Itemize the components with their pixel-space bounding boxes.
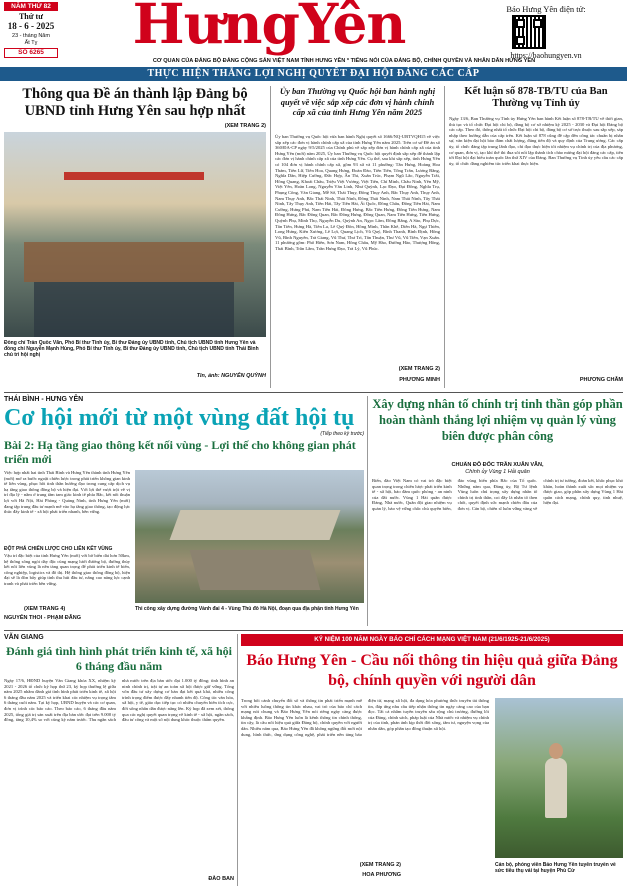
article-byline: ĐÀO BAN	[208, 876, 234, 882]
section-label: THÁI BÌNH - HƯNG YÊN	[4, 396, 84, 403]
reporter-photo	[495, 698, 623, 858]
article-title: Xây dựng nhân tố chính trị tinh thần góp phần hoàn thành thắng lợi nhiệm vụ quản lý vùng biên được phân công	[372, 397, 623, 443]
article-press-anniversary[interactable]	[241, 634, 623, 886]
see-page-ref[interactable]: (XEM TRANG 2)	[359, 862, 401, 868]
article-title: Thông qua Đề án thành lập Đảng bộ UBND tỉnh Hưng Yên sau hợp nhất	[22, 86, 248, 119]
qr-code[interactable]	[512, 15, 546, 49]
article-byline: NGUYỄN THOI - PHẠM ĐĂNG	[4, 615, 81, 621]
anniversary-text: KỶ NIỆM 100 NĂM NGÀY BÁO CHÍ CÁCH MẠNG VIỆT NAM (21/6/1925-21/6/2025)	[314, 636, 550, 643]
article-title: Ủy ban Thường vụ Quốc hội ban hành nghị quyết về việc sắp xếp các đơn vị hành chính cấp xã của tỉnh Hưng Yên năm 2025	[279, 86, 436, 117]
article-headline: Cơ hội mới từ một vùng đất hội tụ	[4, 405, 355, 431]
lunar-date-line1: 23 - tháng Năm	[12, 33, 50, 39]
banner-text: THỰC HIỆN THẮNG LỢI NGHỊ QUYẾT ĐẠI HỘI ĐẢNG CÁC CẤP	[147, 68, 480, 79]
article-subtitle: Bài 2: Hạ tầng giao thông kết nối vùng - Lợi thế cho không gian phát triển mới	[4, 438, 356, 466]
article-commune-restructuring[interactable]	[275, 86, 440, 388]
article-body: Ngày 13/6, Ban Thường vụ Tỉnh ủy Hưng Yên ban hành Kết luận số 878-TB/TU về thời gian, thủ tục và tổ chức Đại hội chi bộ, đảng bộ cơ sở nhiệm kỳ 2025 - 2030 và Đại hội Đảng bộ các cấp. Theo đó, thống nhất tổ chức Đại hội chi bộ, đảng bộ cơ sở trực thuộc sau sắp xếp, sáp nhập theo hướng dẫn của cấp trên. Kết luận số 878 cũng đề cập đến công tác chuẩn bị nhân sự, văn kiện đại hội bảo đảm chất lượng, đúng tiến độ và quy định của Trung ương. Các cấp ủy, tổ chức đảng tập trung lãnh đạo, chỉ đạo thực hiện tốt nhiệm vụ chính trị của địa phương, cơ quan, đơn vị, tạo khí thế thi đua sôi nổi lập thành tích chào mừng đại hội đảng các cấp, tiến tới Đại hội đại biểu toàn quốc lần thứ XIV của Đảng. Ban Thường vụ Tỉnh ủy yêu cầu các cấp ủy, tổ chức đảng nghiêm túc triển khai thực hiện.	[449, 116, 623, 166]
article-thai-binh-hung-yen[interactable]	[4, 396, 364, 626]
masthead	[0, 0, 627, 70]
article-naval-region-1[interactable]	[372, 396, 623, 626]
meeting-photo	[4, 132, 266, 337]
author-role: Chính ủy Vùng 1 Hải quân	[465, 469, 530, 475]
section-label: VĂN GIANG	[4, 634, 44, 641]
article-title: Đánh giá tình hình phát triển kinh tế, xã hội 6 tháng đầu năm	[5, 644, 233, 673]
article-ubnd-party-committee[interactable]	[4, 86, 266, 388]
article-byline: HOA PHƯƠNG	[362, 872, 401, 878]
photo-caption: Thi công xây dựng đường Vành đai 4 - Vùng Thủ đô Hà Nội, đoạn qua địa phận tỉnh Hưng Yên	[135, 606, 359, 612]
issue-year: NĂM THỨ 82	[4, 2, 58, 11]
article-body: Biển, đảo Việt Nam có vai trò đặc biệt quan trọng trong chiến lược phát triển kinh tế - xã hội, bảo đảm quốc phòng - an ninh của đất nước. Vùng 1 Hải quân được Đảng, Nhà nước, Quân đội giao nhiệm vụ quản lý, bảo vệ vững chắc chủ quyền biển, đảo vùng biển phía Bắc của Tổ quốc. Những năm qua, Đảng ủy, Bộ Tư lệnh Vùng luôn chú trọng xây dựng nhân tố chính trị tinh thần, coi đây là nhân tố then chốt, quyết định sức mạnh chiến đấu của đơn vị. Cán bộ, chiến sĩ luôn vững vàng về chính trị tư tưởng, đoàn kết, khắc phục khó khăn, hoàn thành xuất sắc mọi nhiệm vụ được giao, góp phần xây dựng Vùng 1 Hải quân cách mạng, chính quy, tinh nhuệ, hiện đại.	[372, 478, 623, 511]
article-body: Ủy ban Thường vụ Quốc hội vừa ban hành Nghị quyết số 1666/NQ-UBTVQH15 về việc sắp xếp các đơn vị hành chính cấp xã của tỉnh Hưng Yên năm 2025. Trên cơ sở Đề án số 360/ĐA-CP ngày 9/5/2025 của Chính phủ về sắp xếp đơn vị hành chính cấp xã của tỉnh Hưng Yên (mới) năm 2025, Ủy ban Thường vụ Quốc hội quyết định sắp xếp để thành lập các đơn vị hành chính cấp xã của tỉnh Hưng Yên. Cụ thể, sau khi sắp xếp, tỉnh Hưng Yên có 104 đơn vị hành chính cấp xã, gồm 93 xã và 11 phường: Tân Hưng, Hoàng Hoa Thám, Tiên Lữ, Tiên Hoa, Quang Hưng, Đoàn Đào, Tiên Tiến, Tống Trân, Lương Bằng, Nghĩa Dân, Hiệp Cường, Đức Hợp, Ân Thi, Xuân Trúc, Phạm Ngũ Lão, Nguyễn Trãi, Hồng Quang, Khoái Châu, Triệu Việt Vương, Việt Tiến, Chí Minh, Châu Ninh, Yên Mỹ, Việt Yên, Hoàn Long, Nguyễn Văn Linh, Như Quỳnh, Lạc Đạo, Đại Đồng, Nghĩa Trụ, Phụng Công, Văn Giang, Mễ Sở, Thái Thụy, Đông Thụy Anh, Bắc Thụy Anh, Thụy Anh, Nam Thụy Anh, Bắc Thái Ninh, Thái Ninh, Đông Thái Ninh, Nam Thái Ninh, Tây Thái Ninh, Tây Thụy Anh, Tiền Hải, Tây Tiền Hải, Ái Quốc, Đồng Châu, Đông Tiền Hải, Nam Cường, Hưng Phú, Nam Tiền Hải, Đông Hưng, Bắc Tiên Hưng, Đông Tiên Hưng, Nam Đông Hưng, Bắc Đông Quan, Bắc Đông Hưng, Đông Quan, Nam Tiên Hưng, Tiên Hưng, Quỳnh Phụ, Minh Thọ, Nguyễn Du, Quỳnh An, Ngọc Lâm, Đồng Bằng, A Sào, Phụ Dực, Tân Tiến, Hưng Hà, Tiên La, Lê Quý Đôn, Hồng Minh, Thần Khê, Diên Hà, Ngự Thiên, Long Hưng, Kiến Xương, Lê Lợi, Quang Lịch, Vũ Quý, Bình Thanh, Bình Định, Hồng Vũ, Bình Nguyên, Trà Giang, Vũ Thư, Thư Trì, Tân Thuận, Thư Vũ, Vũ Tiên, Vạn Xuân. 11 phường gồm: Phố Hiến, Sơn Nam, Hồng Châu, Mỹ Hào, Đường Hào, Thượng Hồng, Thái Bình, Trần Lãm, Trần Hưng Đạo, Trà Lý, Vũ Phúc.	[275, 134, 440, 251]
article-byline: PHƯƠNG MINH	[399, 377, 440, 383]
anniversary-banner	[241, 634, 623, 646]
see-page-ref[interactable]: (XEM TRANG 4)	[24, 606, 66, 612]
headline-banner	[0, 67, 627, 81]
newspaper-logo: HưngYên	[132, 0, 406, 56]
e-paper-label: Báo Hưng Yên điện tử:	[506, 4, 586, 14]
see-page-ref[interactable]: (XEM TRANG 2)	[224, 123, 266, 129]
lunar-date-line2: Ất Tỵ	[24, 40, 38, 46]
issue-date: 18 - 6 - 2025	[7, 21, 55, 31]
article-body: Ngày 17/6, HĐND huyện Văn Giang khóa XX, nhiệm kỳ 2021 - 2026 tổ chức kỳ họp thứ 23, kỳ họp thường lệ giữa năm 2025 nhằm đánh giá tình hình phát triển kinh tế, xã hội 6 tháng đầu năm 2025 và triển khai các nhiệm vụ trọng tâm 6 tháng cuối năm. Tại kỳ họp, UBND huyện và các cơ quan, đơn vị trình các báo cáo. Theo báo cáo, 6 tháng đầu năm 2025, tổng giá trị sản xuất trên địa bàn ước đạt trên 9.000 tỷ đồng, tăng 10,4% so với cùng kỳ năm trước. Thu ngân sách nhà nước trên địa bàn ước đạt 1.000 tỷ đồng; tình hình an ninh chính trị, trật tự an toàn xã hội được giữ vững. Tổng vốn đầu tư xây dựng cơ bản đạt kết quả khá, nhiều công trình trọng điểm được đẩy nhanh tiến độ. Công tác văn hóa, xã hội, y tế, giáo dục tiếp tục có nhiều chuyển biến tích cực, đời sống nhân dân được nâng lên. Kỳ họp đã xem xét, thông qua các nghị quyết quan trọng về kinh tế - xã hội, ngân sách, đầu tư công và một số nội dung khác thuộc thẩm quyền.	[4, 678, 234, 723]
road-construction-photo	[135, 470, 364, 603]
series-note: (Tiếp theo kỳ trước)	[320, 431, 364, 437]
issue-number: SỐ 6265	[4, 48, 58, 58]
article-body-part2: Vậu trí đặc biệt của tỉnh Hưng Yên (mới) với bờ biển dài hơn 50km, hệ thống sông ngòi dày đặc cùng mạng lưới đường bộ, đường thủy kết nối liên vùng là nền tảng quan trọng để phát triển kinh tế biển, công nghiệp, logistics và đô thị. Hệ thống giao thông đồng bộ, hiện đại sẽ là đòn bẩy giúp tỉnh thu hút đầu tư, nâng cao năng lực cạnh tranh và phát triển bền vững.	[4, 553, 130, 586]
website-link[interactable]: https://baohungyen.vn	[510, 51, 582, 60]
article-byline: PHƯƠNG CHÂM	[579, 377, 623, 383]
article-van-giang[interactable]	[4, 634, 234, 886]
photo-caption: Đồng chí Trần Quốc Văn, Phó Bí thư Tỉnh ủy, Bí thư Đảng ủy UBND tỉnh, Chủ tịch UBND tỉnh Hưng Yên và đồng chí Nguyễn Mạnh Hùng, Phó Bí thư Tỉnh ủy, Bí thư Đảng ủy UBND tỉnh, Chủ tịch UBND tỉnh Thái Bình chủ trì hội nghị	[4, 340, 259, 358]
photo-caption: Cán bộ, phóng viên Báo Hưng Yên tuyên truyền về sức tiêu thụ vải tại huyện Phù Cừ	[495, 862, 616, 874]
photo-credit: Tin, ảnh: NGUYỄN QUỲNH	[196, 373, 266, 379]
article-title: Báo Hưng Yên - Cầu nối thông tin hiệu quả giữa Đảng bộ, chính quyền với người dân	[246, 652, 618, 689]
author-title: CHUẨN ĐÔ ĐỐC TRẦN XUÂN VĂN,	[451, 462, 544, 468]
article-body-part1: Việc hợp nhất hai tỉnh Thái Bình và Hưng Yên thành tỉnh Hưng Yên (mới) mở ra bước ngoặt chiến lược trong phát triển không gian kinh tế liên vùng, phục hồi tinh thần hướng đạo trong cung cấp dịch vụ hạ tầng giao thông đồng bộ và hiện đại. Với lợi thế vượt trội về vị trí địa lý - nằm ở trung tâm tam giác kinh tế phía Bắc, kết nối thuận lợi với Hà Nội, Hải Phòng - Quảng Ninh, tỉnh Hưng Yên (mới) đang tập trung đầu tư mạnh mẽ vào hạ tầng giao thông, tạo động lực thúc đẩy kinh tế - xã hội phát triển nhanh, bền vững.	[4, 470, 130, 515]
article-body: Trong bối cảnh chuyển đổi số và thông tin phát triển mạnh mẽ với nhiều luồng thông tin khác nhau, vai trò của báo chí cách mạng nói chung và Báo Hưng Yên nói riêng ngày càng được khẳng định. Báo Hưng Yên luôn là kênh thông tin chính thống, tin cậy, là cầu nối hiệu quả giữa Đảng bộ, chính quyền với người dân. Nhiều năm qua, Báo Hưng Yên đã không ngừng đổi mới nội dung, hình thức, ứng dụng công nghệ, phát triển nền tảng báo điện tử, mạng xã hội, đa dạng hóa phương thức truyền tải thông tin, đáp ứng nhu cầu tiếp nhận thông tin ngày càng cao của bạn đọc. Tất cả nhằm tuyên truyền sâu rộng chủ trương, đường lối của Đảng, chính sách, pháp luật của Nhà nước và nhiệm vụ chính trị của tỉnh, phản ánh kịp thời đời sống, tâm tư, nguyện vọng của nhân dân, góp phần tạo đồng thuận xã hội.	[241, 698, 489, 737]
weekday: Thứ tư	[18, 12, 44, 21]
article-title: Kết luận số 878-TB/TU của Ban Thường vụ Tỉnh ủy	[464, 86, 608, 109]
article-subhead: ĐỘT PHÁ CHIẾN LƯỢC CHO LIÊN KẾT VÙNG	[4, 546, 113, 552]
see-page-ref[interactable]: (XEM TRANG 2)	[398, 366, 440, 372]
slogan: CƠ QUAN CỦA ĐẢNG BỘ ĐẢNG CỘNG SẢN VIỆT NAM TỈNH HƯNG YÊN * TIẾNG NÓI CỦA ĐẢNG BỘ, CHÍNH QUYỀN VÀ NHÂN DÂN HƯNG YÊN	[152, 58, 536, 64]
article-conclusion-878[interactable]	[449, 86, 623, 388]
